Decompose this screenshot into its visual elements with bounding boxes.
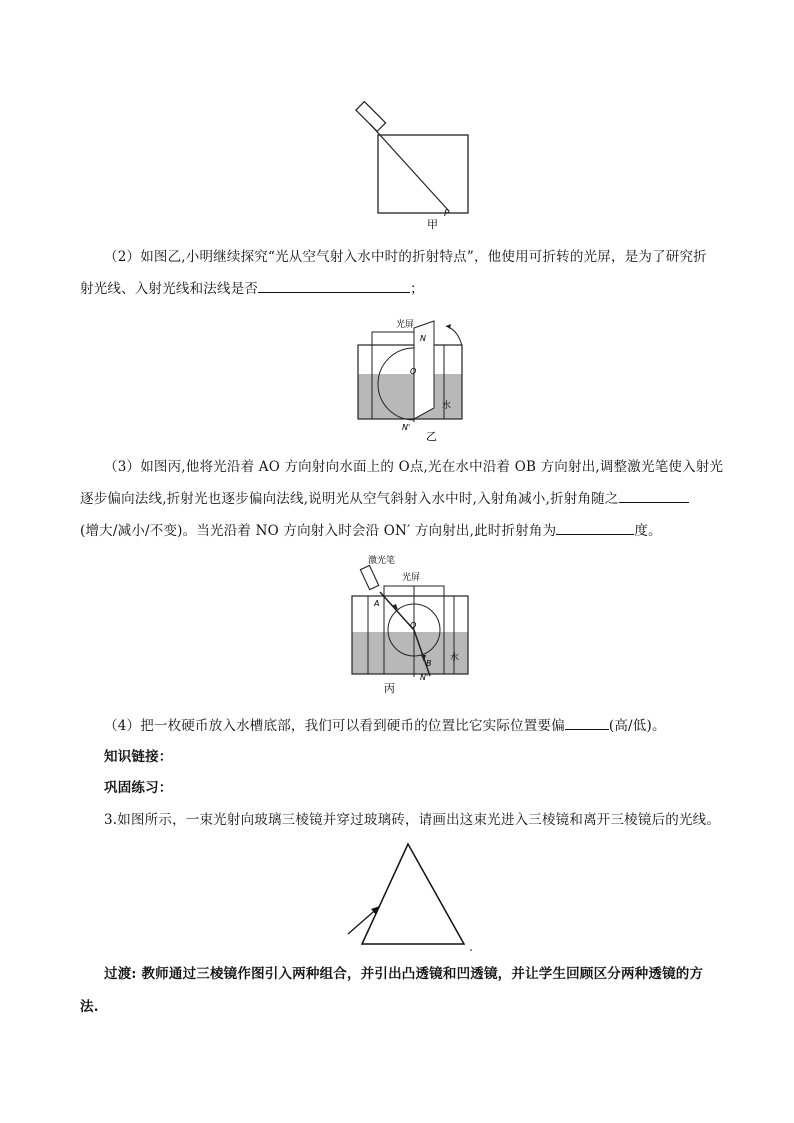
figure-jia [340, 100, 480, 235]
knowledge-link-heading: 知识链接： [104, 749, 173, 765]
q2-line2 [80, 274, 424, 304]
label-water: 水 [442, 401, 452, 411]
q3-line2 [80, 484, 689, 514]
caption-jia: 甲 [427, 218, 438, 231]
rotate-arrow-icon [446, 326, 462, 346]
q2-line2-text: 射光线、入射光线和法线是否 [80, 281, 259, 297]
q3-answer-blank-1[interactable] [619, 488, 689, 503]
label-b: B [426, 659, 432, 668]
practice-heading: 巩固练习： [104, 780, 173, 796]
q3-line3-text: (增大/减小/不变)。当光沿着 NO 方向射入时会沿 ON′ 方向射出,此时折射角为 [80, 523, 557, 539]
q3-answer-blank-2[interactable] [556, 520, 634, 535]
q4-text: （4）把一枚硬币放入水槽底部，我们可以看到硬币的位置比它实际位置要偏 [104, 718, 565, 734]
q2-line1: （2）如图乙,小明继续探究“光从空气射入水中时的折射特点”，他使用可折转的光屏，是为了研究折 [104, 249, 707, 265]
q3-line3 [80, 516, 662, 546]
label-water: 水 [450, 653, 460, 663]
label-screen: 光屏 [402, 573, 421, 583]
incident-ray [380, 592, 417, 630]
q4-line [104, 711, 666, 741]
q4-answer-blank[interactable] [565, 715, 609, 730]
transition-line2: 法. [80, 999, 99, 1015]
label-o: O [410, 367, 417, 376]
label-n-bottom: N' [420, 673, 429, 682]
label-laser: 激光笔 [368, 556, 396, 566]
figure-bing [346, 552, 476, 698]
q3-line1: （3）如图丙,他将光沿着 AO 方向射向水面上的 O点,光在水中沿着 OB 方向射出,调整激光笔使入射光 [104, 459, 724, 475]
q5-text: 3.如图所示，一束光射向玻璃三棱镜并穿过玻璃砖，请画出这束光进入三棱镜和离开三棱镜后的光线。 [104, 812, 721, 828]
figure-prism [340, 836, 480, 956]
q3-line3-end: 度。 [634, 523, 662, 539]
caption-yi: 乙 [426, 430, 437, 443]
label-p: P [444, 209, 450, 219]
label-o: O [410, 621, 417, 630]
caption-bing: 丙 [384, 682, 395, 695]
q2-line2-end: ； [410, 281, 424, 297]
prism-triangle [362, 844, 464, 944]
laser-pen-icon [360, 565, 378, 589]
water-fill [358, 374, 462, 419]
label-screen: 光屏 [396, 320, 415, 330]
figure-yi [352, 310, 472, 444]
ray-arrow-icon [371, 906, 380, 915]
laser-pen-icon [356, 102, 386, 132]
light-ray [370, 124, 448, 210]
tank-outline [378, 135, 468, 213]
q4-end: (高/低)。 [608, 718, 666, 734]
label-n-bottom: N' [402, 423, 411, 432]
label-n-top: N [420, 334, 426, 343]
label-a: A [374, 599, 380, 608]
q3-line2-text: 逐步偏向法线,折射光也逐步偏向法线,说明光从空气斜射入水中时,入射角减小,折射角随之 [80, 491, 619, 507]
q2-answer-blank[interactable] [258, 278, 410, 293]
stray-dot [470, 949, 472, 951]
transition-line1: 过渡: 教师通过三棱镜作图引入两种组合，并引出凸透镜和凹透镜，并让学生回顾区分两种透镜的方 [104, 966, 704, 982]
